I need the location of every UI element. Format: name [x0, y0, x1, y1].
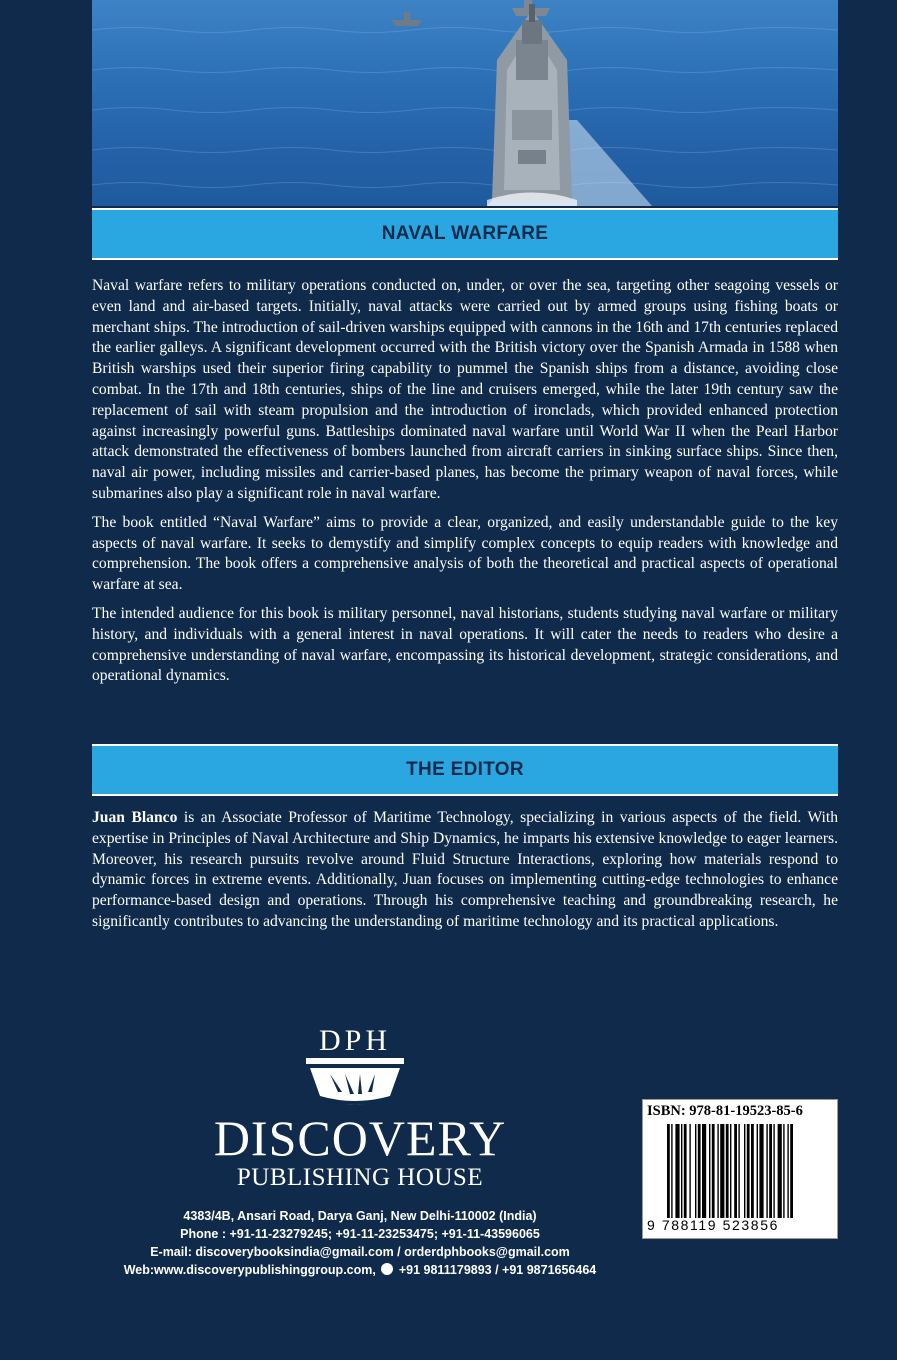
editor-name: Juan Blanco [92, 809, 178, 826]
barcode-bar [702, 1124, 706, 1218]
main-warship [492, 4, 572, 200]
barcode-digits: 9 788119 523856 [647, 1217, 779, 1233]
barcode-bar [730, 1124, 731, 1218]
barcode-bar [671, 1124, 672, 1218]
publisher-email: E-mail: discoverybooksindia@gmail.com / orderdphbooks@gmail.com [150, 1245, 570, 1259]
isbn-label: ISBN: 978-81-19523-85-6 [647, 1103, 803, 1119]
description-paragraph: The intended audience for this book is military personnel, naval historians, students studying naval warfare or military history, and individuals with a general interest in naval operations. It will cater the needs to readers who desire a comprehensive understanding of naval warfare, encompassing its historical development, strategic considerations, and operational dynamics. [92, 604, 838, 685]
barcode-bar [734, 1124, 737, 1218]
naval-warfare-description [92, 276, 838, 695]
barcode-bar [744, 1124, 745, 1218]
publisher-phone: Phone : +91-11-23279245; +91-11-23253475; +91-11-43596065 [180, 1227, 540, 1241]
editor-heading: THE EDITOR [406, 759, 524, 780]
barcode-bar [698, 1124, 701, 1218]
description-paragraph: Naval warfare refers to military operations conducted on, under, or over the sea, targeting other seagoing vessels or even land and air-based targets. Initially, naval attacks were carried out by armed groups using fishing boats or merchant ships. The introduction of sail-driven warships equipped with cannons in the 16th and 17th centuries replaced the earlier galleys. A significant development occurred with the British victory over the Spanish Armada in 1588 when British warships used their superior firing capability to pummel the Spanish ships from a distance, avoiding close combat. In the 17th and 18th centuries, ships of the line and cruisers emerged, while the later 19th century saw the replacement of sail with steam propulsion and the introduction of ironclads, which provided enhanced protection against increasingly powerful guns. Battleships dominated naval warfare until World War II when the Pearl Harbor attack demonstrated the effectiveness of bombers launched from aircraft carriers in sinking surface ships. Since then, naval air power, including missiles and carrier-based planes, has become the primary weapon of naval forces, while submarines also play a significant role in naval warfare. [92, 277, 838, 502]
publisher-emblem-icon [300, 1056, 410, 1116]
isbn-barcode [642, 1099, 838, 1239]
barcode-bar [681, 1124, 682, 1218]
barcode-bar [787, 1124, 788, 1218]
publisher-web-row [120, 1261, 600, 1279]
barcode-icon [667, 1124, 827, 1218]
publisher-name-line1: DISCOVERY [213, 1110, 507, 1166]
warships-illustration [92, 0, 838, 206]
publisher-logo [300, 1026, 410, 1122]
distant-ship [392, 12, 422, 26]
barcode-bar [667, 1124, 670, 1218]
whatsapp-icon [381, 1263, 393, 1275]
barcode-bar [675, 1124, 679, 1218]
barcode-bar [695, 1124, 696, 1218]
publisher-name [180, 1112, 540, 1192]
barcode-bar [717, 1124, 718, 1218]
barcode-bar [773, 1124, 774, 1218]
barcode-bar [751, 1124, 754, 1218]
publisher-whatsapp: +91 9811179893 / +91 9871656464 [398, 1263, 597, 1277]
editor-bio-paragraph [92, 808, 838, 933]
barcode-bar [689, 1124, 690, 1218]
publisher-contact [120, 1207, 600, 1279]
barcode-bar [783, 1124, 784, 1218]
barcode-bar [778, 1124, 782, 1218]
naval-warfare-heading: NAVAL WARFARE [381, 223, 549, 244]
cover-photo [92, 0, 838, 206]
barcode-bar [738, 1124, 739, 1218]
barcode-bar [709, 1124, 710, 1218]
barcode-bar [790, 1124, 793, 1218]
editor-heading-bar [92, 744, 838, 796]
naval-warfare-heading-bar [92, 208, 838, 260]
barcode-bar [726, 1124, 729, 1218]
barcode-bar [769, 1124, 772, 1218]
barcode-bar [766, 1124, 767, 1218]
publisher-logo-text: DPH [318, 1024, 391, 1057]
publisher-web: Web:www.discoverypublishinggroup.com, [123, 1263, 376, 1277]
barcode-bar [757, 1124, 758, 1218]
barcode-bar [747, 1124, 750, 1218]
barcode-bar [759, 1124, 763, 1218]
barcode-bar [684, 1124, 687, 1218]
description-paragraph: The book entitled “Naval Warfare” aims to provide a clear, organized, and easily understandable guide to the key aspects of naval warfare. It seeks to demystify and simplify complex concepts to equip readers with knowledge and comprehension. The book offers a comprehensive analysis of both the theoretical and practical aspects of operational warfare at sea. [92, 513, 838, 594]
publisher-name-line2: PUBLISHING HOUSE [236, 1164, 484, 1191]
publisher-address: 4383/4B, Ansari Road, Darya Ganj, New Delhi-110002 (India) [183, 1209, 537, 1223]
editor-bio [92, 808, 838, 941]
editor-bio-text: is an Associate Professor of Maritime Technology, specializing in various aspects of the field. With expertise in Principles of Naval Architecture and Ship Dynamics, he imparts his extensive knowledge to eager learners. Moreover, his research pursuits revolve around Fluid Structure Interactions, exploring how materials respond to dynamic forces in extreme events. Additionally, Juan focuses on implementing cutting-edge technologies to enhance performance-based design and operations. Through his comprehensive teaching and groundbreaking research, he significantly contributes to advancing the understanding of maritime technology and its practical applications. [92, 809, 838, 930]
barcode-bar [720, 1124, 724, 1218]
barcode-bar [712, 1124, 715, 1218]
